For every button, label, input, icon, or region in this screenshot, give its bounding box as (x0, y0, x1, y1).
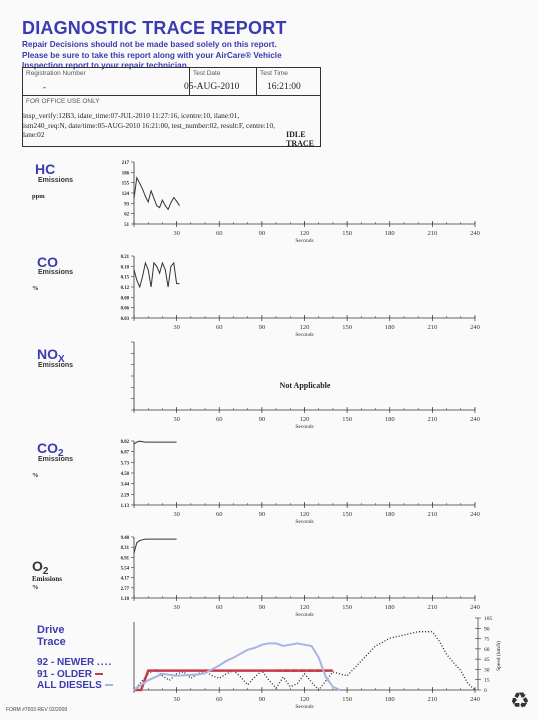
drive-label-line: Trace (37, 636, 66, 648)
right-tick-label: 30 (484, 667, 490, 674)
chart-co2 (121, 440, 480, 525)
verify-line: ism240_req:N, date/time:05-AUG-2010 16:21:00, test_number:02, result:F, centre:10, (23, 120, 275, 130)
test-time-value: 16:21:00 (267, 82, 301, 92)
nox-name: NO (37, 346, 58, 362)
co2-sub: Emissions (38, 456, 74, 463)
right-tick-label: 105 (484, 616, 493, 622)
y-tick-label: 6.91 (120, 556, 129, 562)
x-tick-label: 60 (216, 604, 223, 611)
y-tick-label: 0.03 (120, 317, 129, 322)
o2-sub: Emissions (32, 575, 62, 583)
o2-unit: % (32, 584, 39, 591)
x-tick-label: 90 (258, 324, 266, 331)
y-tick-label: 3.44 (120, 482, 129, 488)
recycle-icon: ♻ (510, 688, 530, 713)
x-tick-label: 30 (173, 696, 180, 703)
x-tick-label: 30 (173, 511, 180, 518)
x-axis-title: Seconds (295, 519, 314, 525)
right-tick-label: 45 (484, 657, 490, 664)
x-axis-title: Seconds (295, 332, 314, 338)
x-tick-label: 240 (470, 696, 480, 703)
x-tick-label: 150 (342, 324, 352, 331)
x-tick-label: 180 (384, 604, 395, 611)
verify-line: lane:02 (23, 130, 45, 140)
chart-nox (131, 342, 480, 430)
trace-label: IDLE TRACE (286, 130, 315, 148)
y-tick-label: 217 (121, 161, 129, 166)
x-tick-label: 30 (173, 230, 180, 237)
subtitle-line: Repair Decisions should not be made based solely on this report. (22, 40, 277, 49)
y-tick-label: 0.06 (120, 306, 129, 312)
y-tick-label: 9.48 (120, 536, 129, 541)
subtitle-line: Please be sure to take this report along with your AirCare® Vehicle (22, 50, 282, 60)
right-tick-label: 75 (484, 636, 490, 643)
x-tick-label: 150 (342, 511, 352, 518)
y-tick-label: 4.17 (120, 576, 129, 582)
x-tick-label: 120 (299, 604, 310, 611)
registration-label: Registration Number (26, 70, 86, 77)
y-tick-label: 6.87 (120, 450, 129, 456)
x-axis-title: Seconds (295, 704, 314, 710)
chart-drive-trace (134, 616, 502, 710)
co2-unit: % (32, 472, 39, 479)
y-tick-label: 93 (124, 202, 129, 208)
right-tick-label: 90 (484, 626, 490, 633)
y-tick-label: 0.08 (120, 296, 129, 302)
x-tick-label: 30 (173, 604, 180, 611)
hc-unit: ppm (32, 193, 45, 200)
x-tick-label: 120 (299, 324, 310, 331)
x-tick-label: 240 (470, 230, 480, 237)
y-tick-label: 4.58 (120, 472, 129, 477)
legend-newer-swatch: .... (97, 657, 113, 668)
y-tick-label: 1.13 (120, 504, 129, 509)
right-axis-title: Speed (km/h) (496, 641, 502, 671)
co2-name: CO (37, 440, 58, 456)
x-tick-label: 30 (173, 416, 180, 423)
series-line (134, 632, 475, 690)
x-tick-label: 120 (299, 416, 310, 423)
x-tick-label: 180 (384, 696, 395, 703)
x-axis-title: Seconds (295, 238, 314, 244)
nox-sub: Emissions (38, 362, 74, 369)
series-line (134, 441, 177, 444)
hc-label: HC (35, 161, 56, 177)
x-tick-label: 180 (384, 324, 395, 331)
chart-o2 (121, 536, 480, 618)
y-tick-label: 186 (121, 171, 129, 177)
y-tick-label: 2.29 (120, 493, 129, 499)
right-tick-label: 0 (484, 688, 487, 694)
x-tick-label: 60 (216, 230, 223, 237)
y-tick-label: 0.15 (120, 275, 129, 281)
x-tick-label: 240 (470, 511, 480, 518)
x-axis-title: Seconds (295, 612, 314, 618)
x-tick-label: 210 (427, 230, 438, 237)
y-tick-label: 8.31 (120, 546, 129, 552)
x-tick-label: 150 (342, 230, 352, 237)
chart-hc (122, 161, 480, 244)
x-tick-label: 240 (470, 324, 480, 331)
drive-label-line: Drive (37, 624, 65, 636)
y-tick-label: 0.18 (120, 265, 129, 271)
office-label: FOR OFFICE USE ONLY (26, 98, 100, 105)
form-number: FORM #7003 REV 02/2009 (6, 707, 68, 713)
x-tick-label: 90 (258, 511, 266, 518)
right-tick-label: 60 (484, 646, 490, 653)
x-tick-label: 210 (427, 324, 438, 331)
x-tick-label: 150 (342, 696, 352, 703)
x-tick-label: 150 (342, 416, 352, 423)
legend-newer-label: 92 - NEWER (37, 657, 95, 668)
right-tick-label: 15 (484, 677, 490, 684)
x-tick-label: 60 (216, 416, 223, 423)
co2-subscript: 2 (58, 448, 64, 459)
y-tick-label: 8.02 (120, 440, 129, 445)
x-tick-label: 120 (299, 511, 310, 518)
y-tick-label: 0.21 (120, 255, 129, 260)
hc-sub: Emissions (38, 177, 74, 184)
x-tick-label: 240 (470, 604, 480, 611)
x-tick-label: 30 (173, 324, 180, 331)
series-line (134, 643, 340, 690)
x-tick-label: 120 (299, 230, 310, 237)
x-tick-label: 60 (216, 511, 223, 518)
y-tick-label: 1.18 (120, 597, 129, 602)
not-applicable-label: Not Applicable (279, 381, 331, 390)
subtitle-line: Inspection report to your repair technician. (22, 61, 189, 70)
x-tick-label: 210 (427, 511, 438, 518)
x-tick-label: 210 (427, 604, 438, 611)
x-tick-label: 180 (384, 511, 395, 518)
y-tick-label: 2.77 (120, 586, 129, 592)
x-tick-label: 150 (342, 604, 352, 611)
co-unit: % (32, 285, 39, 292)
x-tick-label: 60 (216, 696, 223, 703)
x-tick-label: 210 (427, 696, 438, 703)
nox-subscript: X (58, 354, 65, 365)
test-date-value: 05-AUG-2010 (184, 82, 240, 92)
x-axis-title: Seconds (295, 424, 314, 430)
report-title: DIAGNOSTIC TRACE REPORT (22, 18, 287, 38)
x-tick-label: 90 (258, 604, 266, 611)
x-tick-label: 90 (258, 230, 266, 237)
x-tick-label: 90 (258, 696, 266, 703)
legend-diesel-label: ALL DIESELS (37, 680, 102, 691)
series-line (134, 263, 180, 287)
co-label: CO (37, 254, 58, 270)
x-tick-label: 180 (384, 230, 395, 237)
test-date-label: Test Date (193, 70, 221, 77)
x-tick-label: 210 (427, 416, 438, 423)
x-tick-label: 240 (470, 416, 480, 423)
x-tick-label: 120 (299, 696, 310, 703)
legend-older-label: 91 - OLDER (37, 668, 93, 680)
chart-co (121, 255, 480, 338)
co-sub: Emissions (38, 269, 74, 276)
x-tick-label: 60 (216, 324, 223, 331)
o2-name: O (32, 558, 43, 574)
y-tick-label: 5.54 (120, 566, 129, 572)
series-line (134, 178, 180, 210)
test-time-label: Test Time (260, 70, 288, 77)
verify-line: insp_verify:12B3, idate_time:07-JUL-2010 11:27:16, icentre:10, ilane:01, (23, 111, 240, 120)
series-line (134, 539, 177, 553)
y-tick-label: 5.73 (120, 461, 129, 467)
y-tick-label: 51 (124, 223, 129, 228)
y-tick-label: 0.12 (120, 286, 129, 291)
y-tick-label: 155 (121, 181, 129, 187)
y-tick-label: 124 (121, 192, 129, 197)
x-tick-label: 180 (384, 416, 395, 423)
y-tick-label: 62 (124, 212, 129, 218)
registration-value: - (43, 82, 46, 92)
o2-subscript: 2 (42, 566, 49, 577)
x-tick-label: 90 (258, 416, 266, 423)
